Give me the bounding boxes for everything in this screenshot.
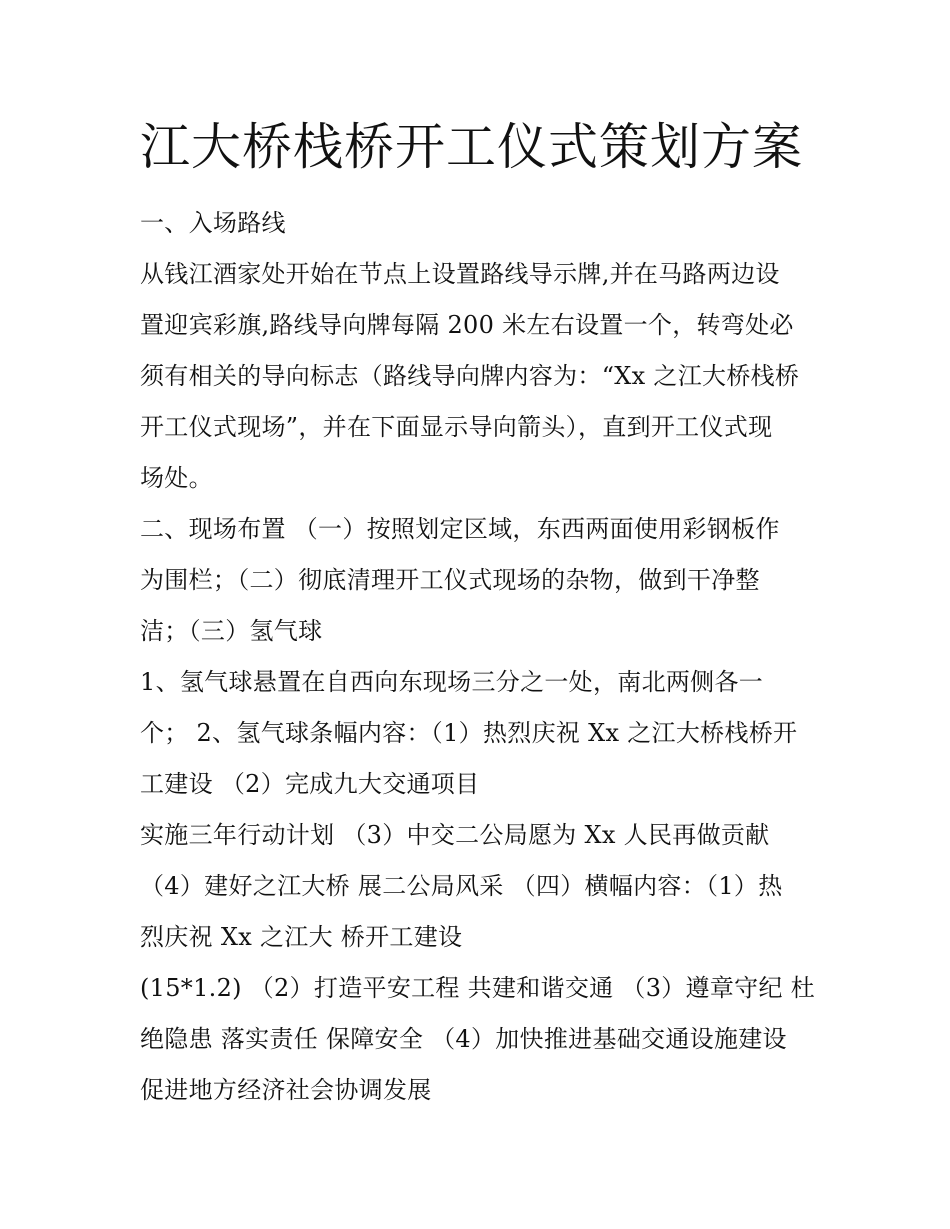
document-body	[140, 198, 815, 1116]
paragraph-line: 场处。	[140, 464, 213, 492]
paragraph-line: 工建设 （2）完成九大交通项目	[140, 770, 480, 798]
paragraph-line: 置迎宾彩旗,路线导向牌每隔 200 米左右设置一个，转弯处必	[140, 311, 794, 339]
paragraph-line: 从钱江酒家处开始在节点上设置路线导示牌,并在马路两边设	[140, 260, 780, 288]
paragraph-line: 个； 2、氢气球条幅内容：（1）热烈庆祝 Xx 之江大桥栈桥开	[140, 719, 798, 747]
paragraph-line: 为围栏；（二）彻底清理开工仪式现场的杂物，做到干净整	[140, 566, 760, 594]
section-heading-site-layout: 二、现场布置 （一）按照划定区域，东西两面使用彩钢板作	[140, 515, 780, 543]
section-heading-entry-route: 一、入场路线	[140, 209, 286, 237]
paragraph-line: (15*1.2) （2）打造平安工程 共建和谐交通 （3）遵章守纪 杜	[140, 974, 815, 1002]
paragraph-line: （4）建好之江大桥 展二公局风采 （四）横幅内容：（1）热	[140, 872, 783, 900]
paragraph-line: 洁；（三）氢气球	[140, 617, 323, 645]
paragraph-line: 促进地方经济社会协调发展	[140, 1076, 432, 1104]
paragraph-line: 烈庆祝 Xx 之江大 桥开工建设	[140, 923, 463, 951]
document-title: 江大桥栈桥开工仪式策划方案	[140, 118, 803, 176]
paragraph-line: 绝隐患 落实责任 保障安全 （4）加快推进基础交通设施建设	[140, 1025, 787, 1053]
paragraph-line: 须有相关的导向标志（路线导向牌内容为：“Xx 之江大桥栈桥	[140, 362, 800, 390]
paragraph-line: 开工仪式现场”，并在下面显示导向箭头），直到开工仪式现	[140, 413, 773, 441]
paragraph-line: 实施三年行动计划 （3）中交二公局愿为 Xx 人民再做贡献	[140, 821, 770, 849]
paragraph-line: 1、氢气球悬置在自西向东现场三分之一处，南北两侧各一	[140, 668, 764, 696]
